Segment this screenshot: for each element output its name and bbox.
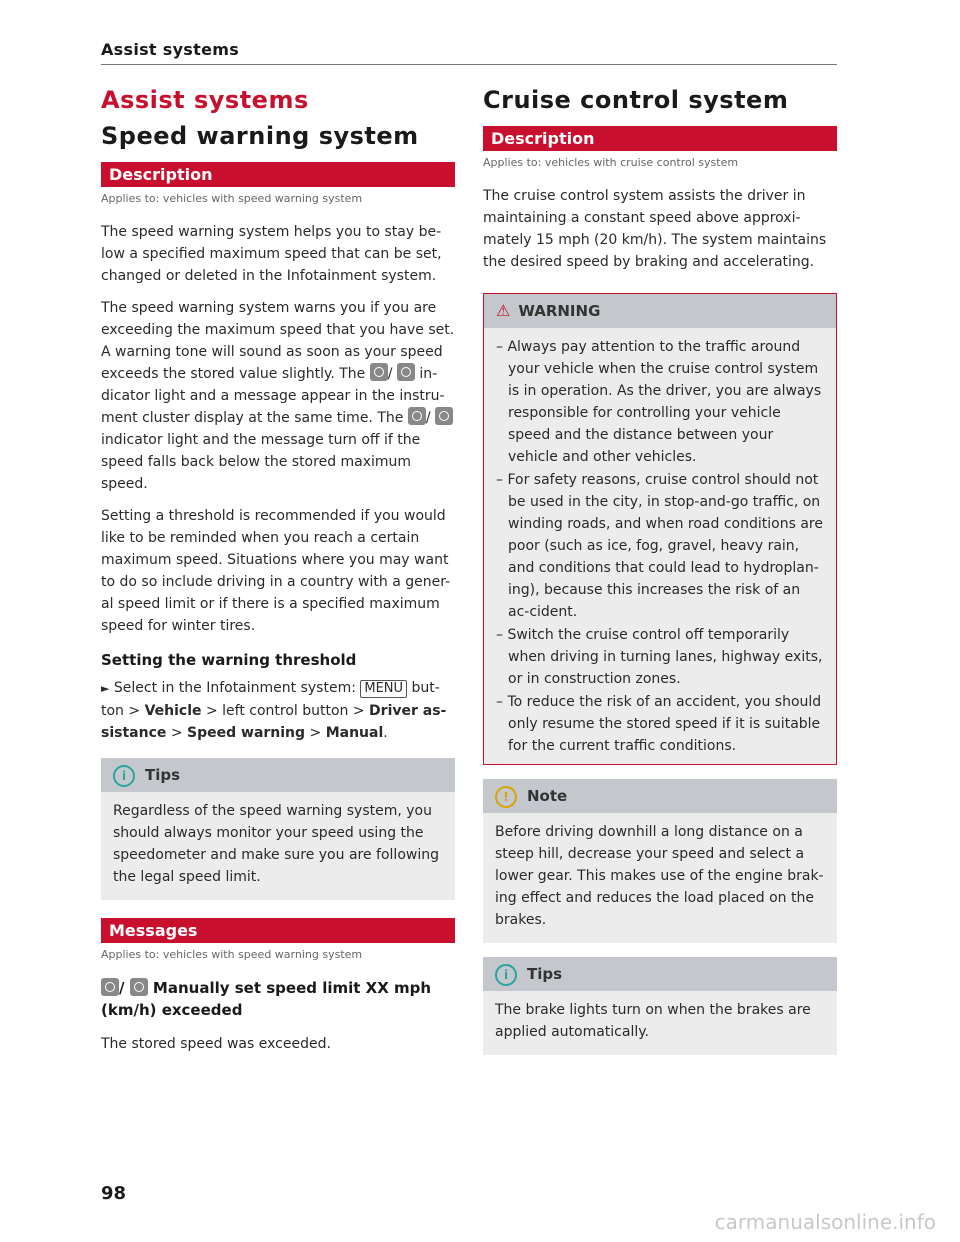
text: Select in the Infotainment system: <box>113 680 361 696</box>
paragraph: The speed warning system helps you to stay be-low a specified maximum speed that can be set, changed or deleted in the Infotainment system. <box>101 224 442 284</box>
tips-title: Tips <box>527 965 563 983</box>
text: > <box>166 725 188 741</box>
text: / <box>387 366 397 382</box>
info-icon: i <box>113 765 135 787</box>
tips-text: Regardless of the speed warning system, you should always monitor your speed using the speedometer and make sure you are following the legal speed limit. <box>113 803 439 885</box>
menu-path-manual: Manual <box>325 725 384 741</box>
text: > left control button > <box>201 703 370 719</box>
running-header: Assist systems <box>101 40 240 59</box>
paragraph <box>101 297 455 495</box>
note-box <box>483 779 837 943</box>
header-rule <box>101 64 837 65</box>
speed-warning-indicator-icon <box>435 407 453 425</box>
paragraph: The cruise control system assists the driver in maintaining a constant speed above approxi-mately 15 mph (20 km/h). The system maintains the desired speed by braking and accelerating. <box>483 188 827 270</box>
applies-note: Applies to: vehicles with speed warning system <box>101 948 363 961</box>
exclamation-icon: ! <box>495 786 517 808</box>
text: indicator light and the message turn off if the speed falls back below the stored maximum speed. <box>101 432 421 492</box>
menu-path-driver-assistance: Driver as-sistance <box>101 703 447 741</box>
list-item: – Always pay attention to the traffic around your vehicle when the cruise control system is in operation. As the driver, you are always responsible for controlling your vehicle speed and the distance between your vehicle and other vehicles. <box>496 339 822 465</box>
speed-warning-indicator-icon <box>408 407 426 425</box>
tips-header <box>483 957 837 991</box>
paragraph: Setting a threshold is recommended if you would like to be reminded when you reach a certain maximum speed. Situations where you may want to do so include driving in a country with a gener-al speed limit or if there is a specified maximum speed for winter tires. <box>101 508 451 634</box>
menu-key: MENU <box>360 680 407 698</box>
menu-path-speed-warning: Speed warning <box>187 725 306 741</box>
text: The speed warning system warns you if you are exceeding the maximum speed that you have set. A warning tone will sound as soon as your speed exceeds the stored value slightly. The <box>101 300 455 382</box>
speed-warning-indicator-icon <box>130 978 148 996</box>
text: / <box>119 979 130 997</box>
text: / <box>425 410 435 426</box>
tips-box <box>483 957 837 1055</box>
warning-title: WARNING <box>518 302 601 320</box>
message-heading <box>101 977 455 1021</box>
paragraph: The stored speed was exceeded. <box>101 1036 331 1052</box>
page-number: 98 <box>101 1183 127 1204</box>
tips-box <box>101 758 455 900</box>
instruction-step <box>101 677 455 744</box>
text: Manually set speed limit XX mph (km/h) exceeded <box>101 979 432 1019</box>
description-bar: Description <box>101 162 455 187</box>
text: > <box>305 725 326 741</box>
warning-header <box>484 294 836 328</box>
warning-box <box>483 293 837 765</box>
watermark: carmanualsonline.info <box>714 1210 936 1234</box>
speed-warning-indicator-icon <box>370 363 388 381</box>
note-header <box>483 779 837 813</box>
tips-title: Tips <box>145 766 181 784</box>
list-item: – For safety reasons, cruise control should not be used in the city, in stop-and-go traffic, on winding roads, and when road conditions are poor (such as ice, fog, gravel, heavy rain, and conditions that could lead to hydroplan-ing), because this increases the risk of an ac-cident. <box>496 472 823 620</box>
list-item: – To reduce the risk of an accident, you should only resume the stored speed if it is suitable for the current traffic conditions. <box>496 694 822 754</box>
warning-list <box>496 336 824 757</box>
section-title: Assist systems <box>101 86 309 114</box>
note-title: Note <box>527 787 568 805</box>
tips-header <box>101 758 455 792</box>
description-bar: Description <box>483 126 837 151</box>
chapter-title: Cruise control system <box>483 86 789 114</box>
chapter-title: Speed warning system <box>101 122 419 150</box>
speed-warning-indicator-icon <box>397 363 415 381</box>
applies-note: Applies to: vehicles with speed warning system <box>101 192 363 205</box>
step-arrow-icon: ► <box>101 682 110 695</box>
messages-bar: Messages <box>101 918 455 943</box>
applies-note: Applies to: vehicles with cruise control system <box>483 156 739 169</box>
subheading: Setting the warning threshold <box>101 651 357 669</box>
list-item: – Switch the cruise control off temporarily when driving in turning lanes, highway exits, or in construction zones. <box>496 627 823 687</box>
tips-text: The brake lights turn on when the brakes are applied automatically. <box>495 1002 811 1040</box>
text: . <box>383 725 388 741</box>
speed-warning-indicator-icon <box>101 978 119 996</box>
right-column <box>483 82 837 1065</box>
note-text: Before driving downhill a long distance on a steep hill, decrease your speed and select a lower gear. This makes use of the engine brak-ing effect and reduces the load placed on the brakes. <box>495 824 824 928</box>
left-column <box>101 82 455 1065</box>
menu-path-vehicle: Vehicle <box>144 703 202 719</box>
text: but-ton > <box>101 680 440 719</box>
info-icon: i <box>495 964 517 986</box>
warning-triangle-icon: ⚠ <box>496 301 511 320</box>
text: in-dicator light and a message appear in the instru-ment cluster display at the same time. The <box>101 366 445 426</box>
